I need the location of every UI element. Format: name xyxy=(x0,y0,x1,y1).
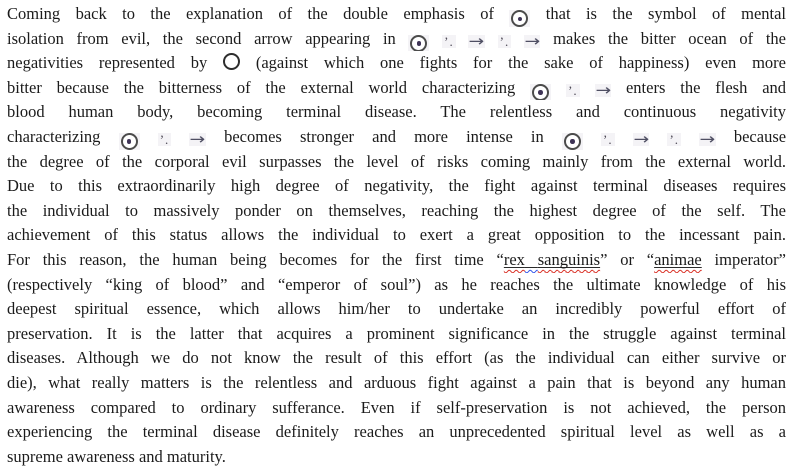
text-segment: experiencing the terminal disease definitely reaches an unprecedented spiritual level as well as a xyxy=(7,422,786,442)
tick-mark-glyph: ’. xyxy=(669,131,680,147)
spellcheck-word: rex xyxy=(503,249,525,269)
tick-mark-glyph: ’. xyxy=(159,131,170,147)
text-segment: Due to this extraordinarily high degree of negativity, the fight against terminal diseases requires xyxy=(7,176,786,196)
text-line xyxy=(7,297,786,322)
arrow-glyph: → xyxy=(524,31,541,50)
text-segment: ” or “ xyxy=(600,249,655,269)
text-line xyxy=(7,27,786,52)
arrow-icon xyxy=(468,31,485,50)
text-line xyxy=(7,445,786,470)
text-segment xyxy=(583,127,601,146)
tick-mark-icon xyxy=(442,35,456,48)
tick-mark-icon xyxy=(158,133,172,146)
text-segment: For this reason, the human being becomes for the first time “ xyxy=(7,249,504,269)
underlined-phrase xyxy=(654,250,702,269)
tick-mark-glyph: ’. xyxy=(499,33,510,49)
arrow-icon xyxy=(699,129,716,148)
arrow-glyph: → xyxy=(633,129,649,148)
text-segment xyxy=(429,29,442,48)
text-body xyxy=(7,2,786,469)
text-segment: isolation from evil, the second arrow appearing in xyxy=(7,28,409,48)
text-segment: because xyxy=(715,126,786,146)
text-line xyxy=(7,322,786,347)
bullseye-ring xyxy=(532,84,549,100)
bullseye-dot xyxy=(538,90,543,95)
text-segment: Coming back to the explanation of the double emphasis of xyxy=(7,4,510,23)
text-line xyxy=(7,371,786,396)
text-line xyxy=(7,100,786,125)
text-segment: preservation. It is the latter that acquires a prominent significance in the struggle against terminal xyxy=(7,323,786,343)
bullseye-ring xyxy=(410,35,427,51)
arrow-glyph: → xyxy=(699,129,716,148)
text-segment: diseases. Although we do not know the result of this effort (as the individual can either survive or xyxy=(7,348,786,368)
bullseye-icon xyxy=(562,133,583,149)
text-line xyxy=(7,420,786,445)
text-line xyxy=(7,346,786,371)
bullseye-dot xyxy=(518,17,523,22)
text-segment xyxy=(485,29,498,48)
text-segment: the degree of the corporal evil surpasses the level of risks coming mainly from the external world. xyxy=(7,151,786,171)
bullseye-dot xyxy=(570,139,575,144)
text-segment xyxy=(649,127,667,146)
bullseye-icon xyxy=(509,10,530,26)
text-segment: die), what really matters is the relentless and arduous fight against a pain that is beyond any human xyxy=(7,372,786,392)
text-segment xyxy=(615,127,633,146)
tick-mark-glyph: ’. xyxy=(603,131,613,147)
text-segment xyxy=(171,127,189,146)
text-segment: the individual to massively ponder on themselves, reaching the highest degree of the self. The xyxy=(7,200,786,220)
text-line xyxy=(7,199,786,224)
text-line xyxy=(7,396,786,421)
text-line xyxy=(7,150,786,175)
text-segment: blood human body, becoming terminal disease. The relentless and continuous negativity xyxy=(7,102,786,122)
text-segment xyxy=(551,78,566,97)
arrow-glyph: → xyxy=(594,80,611,99)
tick-mark-icon xyxy=(667,133,681,146)
text-segment: characterizing xyxy=(7,126,119,146)
text-segment: negativities represented by xyxy=(7,53,224,73)
text-line xyxy=(7,273,786,298)
text-segment xyxy=(140,127,158,146)
underlined-phrase xyxy=(504,250,600,269)
spellcheck-word: animae xyxy=(654,249,702,269)
bullseye-icon xyxy=(530,84,551,100)
tick-mark-icon xyxy=(566,84,580,97)
text-segment: (against which one fights for the sake of happiness) even more xyxy=(240,53,786,73)
text-segment: bitter because the bitterness of the external world characterizing xyxy=(7,77,531,97)
arrow-icon xyxy=(633,129,650,148)
text-segment: becomes stronger and more intense in xyxy=(205,126,562,146)
text-line xyxy=(7,125,786,150)
arrow-glyph: → xyxy=(189,129,206,148)
bullseye-dot xyxy=(127,139,132,144)
bullseye-ring xyxy=(511,10,528,26)
arrow-icon xyxy=(594,80,612,99)
text-segment: supreme awareness and maturity. xyxy=(7,446,226,466)
tick-mark-glyph: ’. xyxy=(444,33,454,49)
text-segment xyxy=(681,127,699,146)
bullseye-ring xyxy=(121,133,138,149)
arrow-icon xyxy=(189,129,206,148)
arrow-icon xyxy=(524,31,541,50)
text-segment: makes the bitter ocean of the xyxy=(540,28,786,48)
text-segment: deepest spiritual essence, which allows him/her to undertake an incredibly powerful effort of xyxy=(7,299,786,319)
text-segment: enters the flesh and xyxy=(611,77,786,97)
arrow-glyph: → xyxy=(468,31,485,50)
text-segment: (respectively “king of blood” and “emperor of soul”) as he reaches the ultimate knowledge of his xyxy=(7,274,786,294)
circle-icon xyxy=(223,53,240,70)
tick-mark-icon xyxy=(601,133,615,146)
text-segment xyxy=(511,29,524,48)
bullseye-ring xyxy=(564,133,581,149)
text-segment: imperator” xyxy=(701,249,786,269)
text-segment: awareness compared to ordinary sufferance. Even if self-preservation is not achieved, the person xyxy=(7,397,786,417)
text-segment xyxy=(456,29,469,48)
tick-mark-icon xyxy=(498,35,512,48)
text-segment: that is the symbol of mental xyxy=(530,4,786,23)
text-line xyxy=(7,76,786,101)
text-line xyxy=(7,174,786,199)
text-line xyxy=(7,2,786,27)
text-segment: achievement of this status allows the individual to exert a great opposition to the incessant pain. xyxy=(7,225,786,245)
text-segment xyxy=(580,78,595,97)
text-line xyxy=(7,51,786,76)
bullseye-dot xyxy=(417,41,422,46)
tick-mark-glyph: ’. xyxy=(568,82,578,98)
text-line xyxy=(7,248,786,273)
bullseye-icon xyxy=(408,35,429,51)
bullseye-icon xyxy=(119,133,140,149)
spellcheck-word xyxy=(525,250,538,269)
spellcheck-word: sanguinis xyxy=(537,249,601,269)
text-line xyxy=(7,223,786,248)
